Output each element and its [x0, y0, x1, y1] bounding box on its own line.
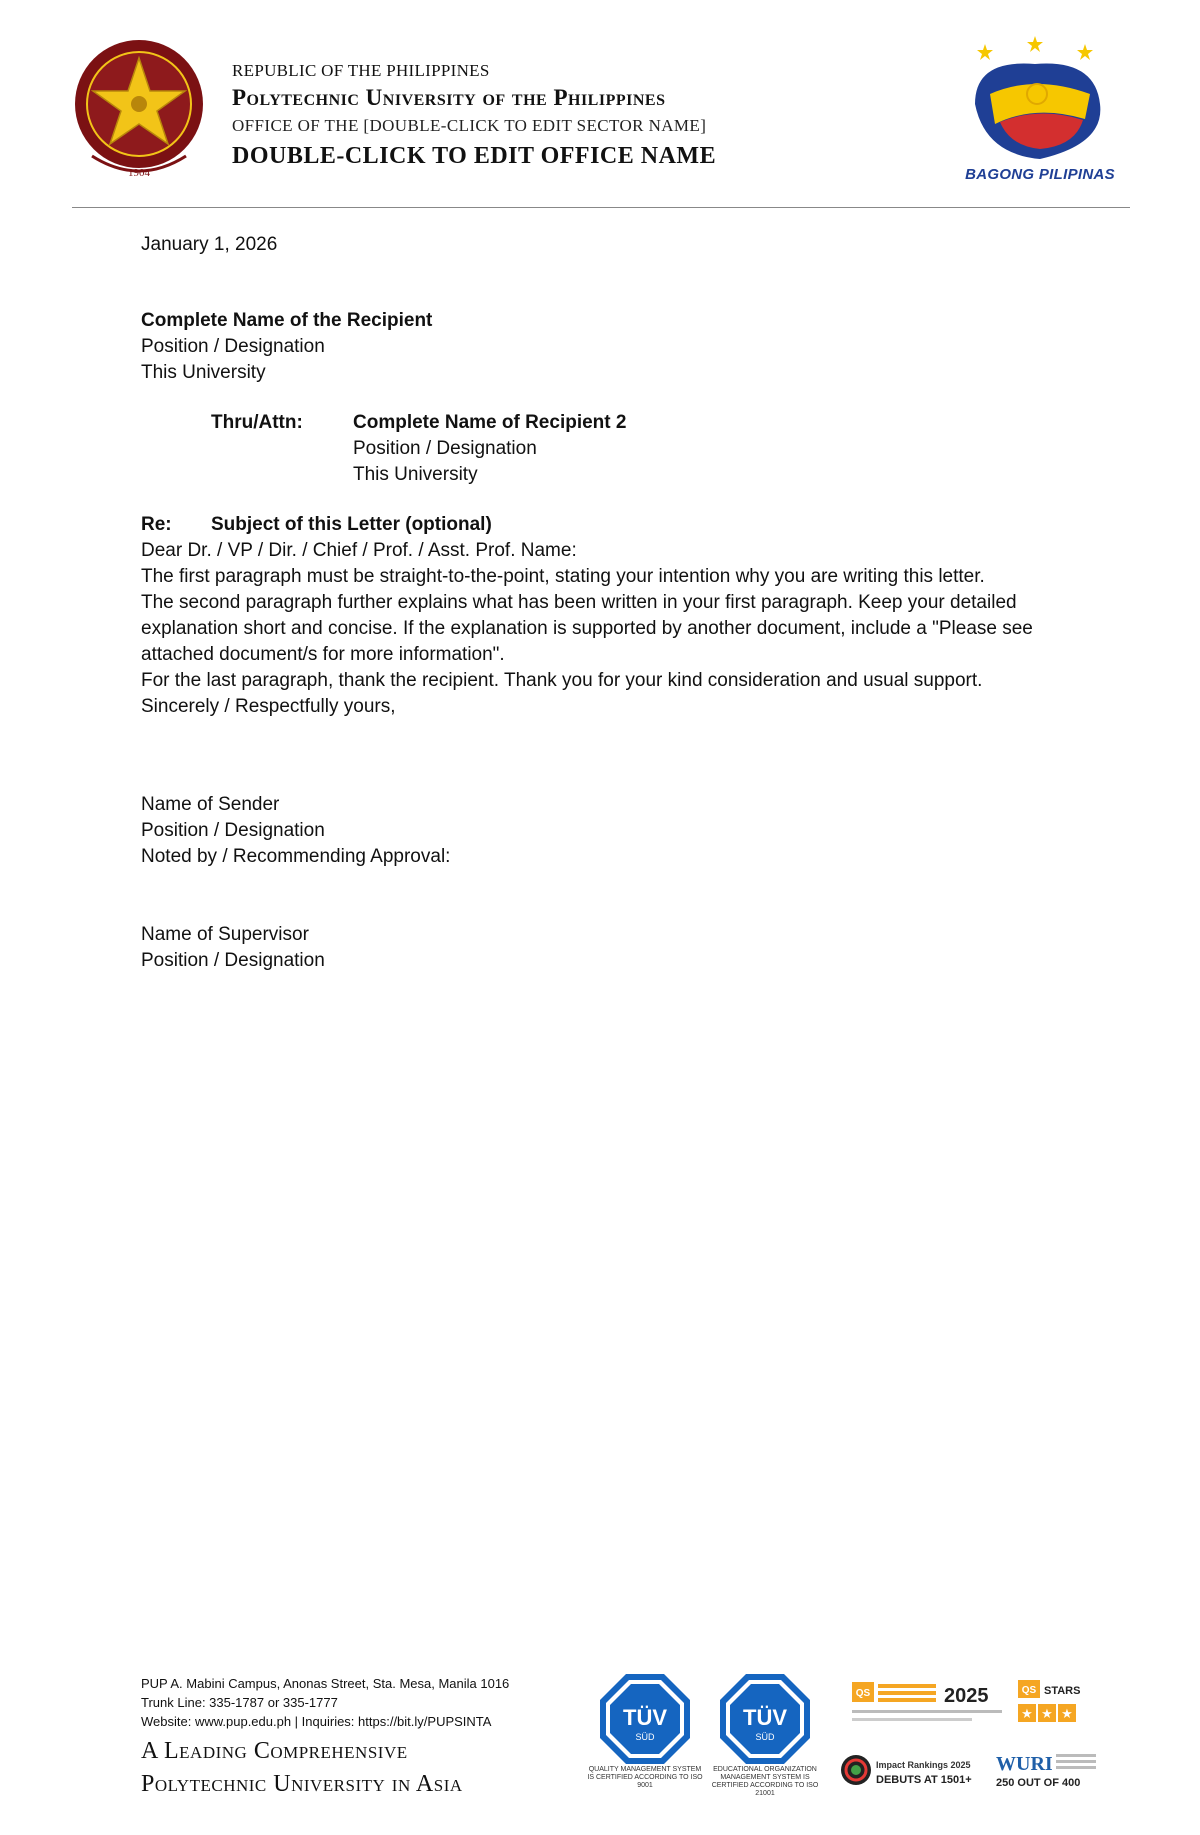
- impact-result: DEBUTS AT 1501+: [876, 1774, 972, 1786]
- tuv1-sub: SÜD: [635, 1732, 655, 1742]
- republic-label: REPUBLIC OF THE PHILIPPINES: [232, 61, 490, 80]
- pup-seal-icon: [72, 36, 207, 181]
- impact-rankings-icon: [840, 1750, 990, 1790]
- letter-date: January 1, 2026: [141, 234, 278, 255]
- recipient-position: Position / Designation: [141, 336, 325, 357]
- footer-website[interactable]: Website: www.pup.edu.ph | Inquiries: https://bit.ly/PUPSINTA: [141, 1714, 492, 1729]
- bagong-pilipinas-icon: [955, 34, 1125, 164]
- salutation: Dear Dr. / VP / Dir. / Chief / Prof. / Asst. Prof. Name:: [141, 540, 577, 561]
- svg-text:QS: QS: [1021, 1685, 1037, 1696]
- sender-name: Name of Sender: [141, 794, 280, 815]
- recipient-office: This University: [141, 362, 266, 383]
- tuv-badge-icon: [718, 1672, 812, 1766]
- recipient-block: [141, 308, 1061, 386]
- tuv-iso21001-caption: EDUCATIONAL ORGANIZATION MANAGEMENT SYSTEM IS CERTIFIED ACCORDING TO ISO 21001: [711, 1766, 819, 1797]
- sender-position: Position / Designation: [141, 820, 325, 841]
- wuri-result: 250 OUT OF 400: [996, 1777, 1081, 1789]
- qs-stars-icon: [1018, 1678, 1088, 1730]
- svg-text:QS: QS: [855, 1688, 871, 1699]
- qs-stars-badge: [1018, 1678, 1088, 1730]
- tagline-line-1: A Leading Comprehensive: [141, 1738, 408, 1764]
- sender-block: [141, 792, 1061, 844]
- wuri-label: WURI: [996, 1753, 1053, 1775]
- tuv2-mark: TÜV: [743, 1705, 787, 1730]
- paragraph-1: The first paragraph must be straight-to-the-point, stating your intention why you are writing this letter.: [141, 566, 985, 587]
- footer-address: PUP A. Mabini Campus, Anonas Street, Sta. Mesa, Manila 1016: [141, 1676, 510, 1691]
- paragraph-3: For the last paragraph, thank the recipient. Thank you for your kind consideration and usual support.: [141, 670, 983, 691]
- tuv-badge-icon: [598, 1672, 692, 1766]
- svg-text:★: ★: [1021, 1706, 1033, 1721]
- letter-body: [141, 232, 1061, 974]
- thru-position: Position / Designation: [353, 438, 537, 459]
- bagong-pilipinas-logo: [955, 34, 1125, 184]
- header-divider: [72, 207, 1130, 208]
- impact-label: Impact Rankings 2025: [876, 1760, 971, 1770]
- thru-name: Complete Name of Recipient 2: [353, 412, 627, 433]
- re-label: Re:: [141, 514, 172, 535]
- tuv-iso21001-badge: [718, 1672, 812, 1766]
- thru-block: [141, 410, 1061, 488]
- tuv1-mark: TÜV: [623, 1705, 667, 1730]
- sector-name[interactable]: OFFICE OF THE [DOUBLE-CLICK TO EDIT SECTOR NAME]: [232, 116, 707, 135]
- footer-trunk-line: Trunk Line: 335-1787 or 335-1777: [141, 1695, 338, 1710]
- tuv2-sub: SÜD: [755, 1732, 775, 1742]
- university-name: Polytechnic University of the Philippines: [232, 85, 666, 110]
- recipient-name: Complete Name of the Recipient: [141, 310, 433, 331]
- subject-line: [141, 512, 1061, 538]
- impact-rankings-badge: [840, 1750, 990, 1790]
- paragraph-2: The second paragraph further explains what has been written in your first paragraph. Keep your detailed explanation short and concise. If the explanation is supported by another document, include a "Please see attached document/s for more information".: [141, 592, 1033, 665]
- thru-office: This University: [353, 464, 478, 485]
- seal-year: 1904: [128, 167, 150, 179]
- wuri-badge: [994, 1748, 1104, 1794]
- footer-tagline: [141, 1735, 463, 1801]
- tuv-iso9001-caption: QUALITY MANAGEMENT SYSTEM IS CERTIFIED ACCORDING TO ISO 9001: [587, 1766, 703, 1789]
- qs-year: 2025: [944, 1685, 989, 1707]
- office-name[interactable]: DOUBLE-CLICK TO EDIT OFFICE NAME: [232, 143, 717, 169]
- footer-contact: [141, 1674, 509, 1731]
- wuri-icon: [994, 1748, 1104, 1794]
- supervisor-position: Position / Designation: [141, 950, 325, 971]
- closing: Sincerely / Respectfully yours,: [141, 696, 396, 717]
- qs-world-ranking-badge: [852, 1678, 1012, 1734]
- supervisor-block: [141, 922, 1061, 974]
- letterhead-text: [232, 60, 716, 174]
- pup-seal-logo: [72, 36, 207, 181]
- tuv-iso9001-badge: [598, 1672, 692, 1766]
- tagline-line-2: Polytechnic University in Asia: [141, 1771, 463, 1797]
- subject-text: Subject of this Letter (optional): [211, 514, 492, 535]
- svg-text:★: ★: [1061, 1706, 1073, 1721]
- qs-stars-label: STARS: [1044, 1685, 1081, 1697]
- thru-details: [353, 410, 626, 488]
- bagong-pilipinas-label: BAGONG PILIPINAS: [965, 166, 1115, 183]
- svg-text:★: ★: [1041, 1706, 1053, 1721]
- supervisor-name: Name of Supervisor: [141, 924, 309, 945]
- noted-by-label: Noted by / Recommending Approval:: [141, 846, 451, 867]
- qs-ranking-icon: [852, 1678, 1012, 1734]
- thru-label: Thru/Attn:: [211, 412, 303, 433]
